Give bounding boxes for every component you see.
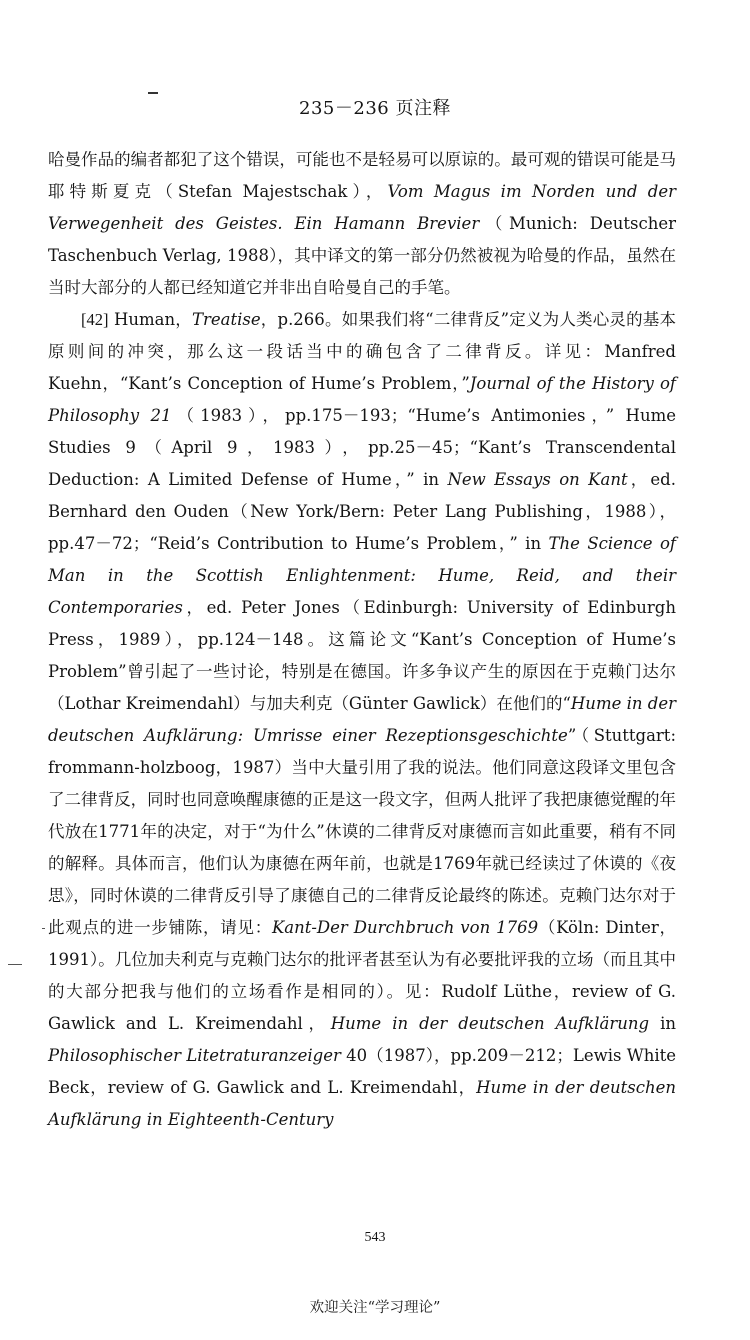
citation-title: New Essays on Kant xyxy=(447,470,628,489)
citation-title: Philosophischer Litetraturanzeiger xyxy=(48,1046,341,1065)
note-text: ，p.266。如果我们将“二律背反”定义为人类心灵的基本原则间的冲突，那么这一段话当中的确包含了二律背反。详见：Manfred Kuehn，“Kant’s Conception of Hume’s Problem，” xyxy=(48,310,677,393)
note-text: ”（Stuttgart: frommann-holzboog，1987）当中大量引用了我的说法。他们同意这段译文里包含了二律背反，同时也同意唤醒康德的正是这一段文字，但两人批评了我把康德觉醒的年代放在1771年的决定，对于“为什么”休谟的二律背反对康德而言如此重要，稍有不同的解释。具体而言，他们认为康德在两年前，也就是1769年就已经读过了休谟的《夜思》，同时休谟的二律背反引导了康德自己的二律背反论最终的陈述。克赖门达尔对于此观点的进一步铺陈，请见： xyxy=(48,726,676,937)
note-number: [42] xyxy=(81,310,109,329)
book-title: Vom Magus im Norden und der Verwegenheit des Geistes. Ein Hamann Brevier xyxy=(48,182,676,233)
citation-title: Hume in der deutschen Aufklärung xyxy=(330,1014,650,1033)
scan-speck xyxy=(8,964,22,965)
note-continuation-paragraph xyxy=(48,144,676,304)
note-text: ，ed. Bernhard den Ouden（New York/Bern: Peter Lang Publishing，1988），pp.47－72；“Reid’s Contribution to Hume’s Problem，” in xyxy=(48,470,676,553)
citation-title: Treatise xyxy=(191,310,261,329)
note-42-paragraph xyxy=(48,304,676,1136)
paragraph-text: （Munich: Deutscher Taschenbuch Verlag, 1988），其中译文的第一部分仍然被视为哈曼的作品，虽然在当时大部分的人都已经知道它并非出自哈曼自己的手笔。 xyxy=(48,214,676,297)
note-text: in xyxy=(649,1014,676,1033)
note-text: Human， xyxy=(108,310,192,329)
page-header-title: 235－236 页注释 xyxy=(299,98,451,119)
note-text: 40（1987），pp.209－212；Lewis White Beck，review of G. Gawlick and L. Kreimendahl， xyxy=(48,1046,676,1097)
note-text: ，ed. Peter Jones（Edinburgh: University of Edinburgh Press，1989），pp.124－148。这篇论文“Kant’s Conception of Hume’s Problem”曾引起了一些讨论，特别是在德国。许多争议产生的原因在于克赖门达尔（Lothar Kreimendahl）与加夫利克（Günter Gawlick）在他们的“ xyxy=(48,598,676,713)
citation-title: Journal of the History of Philosophy 21 xyxy=(48,374,677,425)
paragraph-text: 哈曼作品的编者都犯了这个错误，可能也不是轻易可以原谅的。最可观的错误可能是马耶特斯夏克（Stefan Majestschak）， xyxy=(48,150,676,201)
citation-title: Hume in der deutschen Aufklärung in Eighteenth-Century xyxy=(48,1078,677,1129)
citation-title: The Science of Man in the Scottish Enlightenment: Hume, Reid, and their Contemporaries xyxy=(48,534,676,617)
footer-watermark-text: 欢迎关注“学习理论” xyxy=(309,1300,441,1316)
citation-title: Hume in der deutschen Aufklärung: Umrisse einer Rezeptionsgeschichte xyxy=(48,694,676,745)
scan-speck xyxy=(42,928,45,929)
notes-body xyxy=(48,144,676,1136)
note-text: （1983），pp.175－193；“Hume’s Antimonies，” Hume Studies 9（April 9，1983），pp.25－45；“Kant’s Transcendental Deduction: A Limited Defense of Hume，” in xyxy=(48,406,676,489)
citation-title: Kant-Der Durchbruch von 1769 xyxy=(271,918,539,937)
note-text: （Köln: Dinter，1991）。几位加夫利克与克赖门达尔的批评者甚至认为有必要批评我的立场（而且其中的大部分把我与他们的立场看作是相同的）。见：Rudolf Lüthe，review of G. Gawlick and L. Kreimendahl， xyxy=(48,918,676,1033)
page-number: 543 xyxy=(364,1230,386,1245)
